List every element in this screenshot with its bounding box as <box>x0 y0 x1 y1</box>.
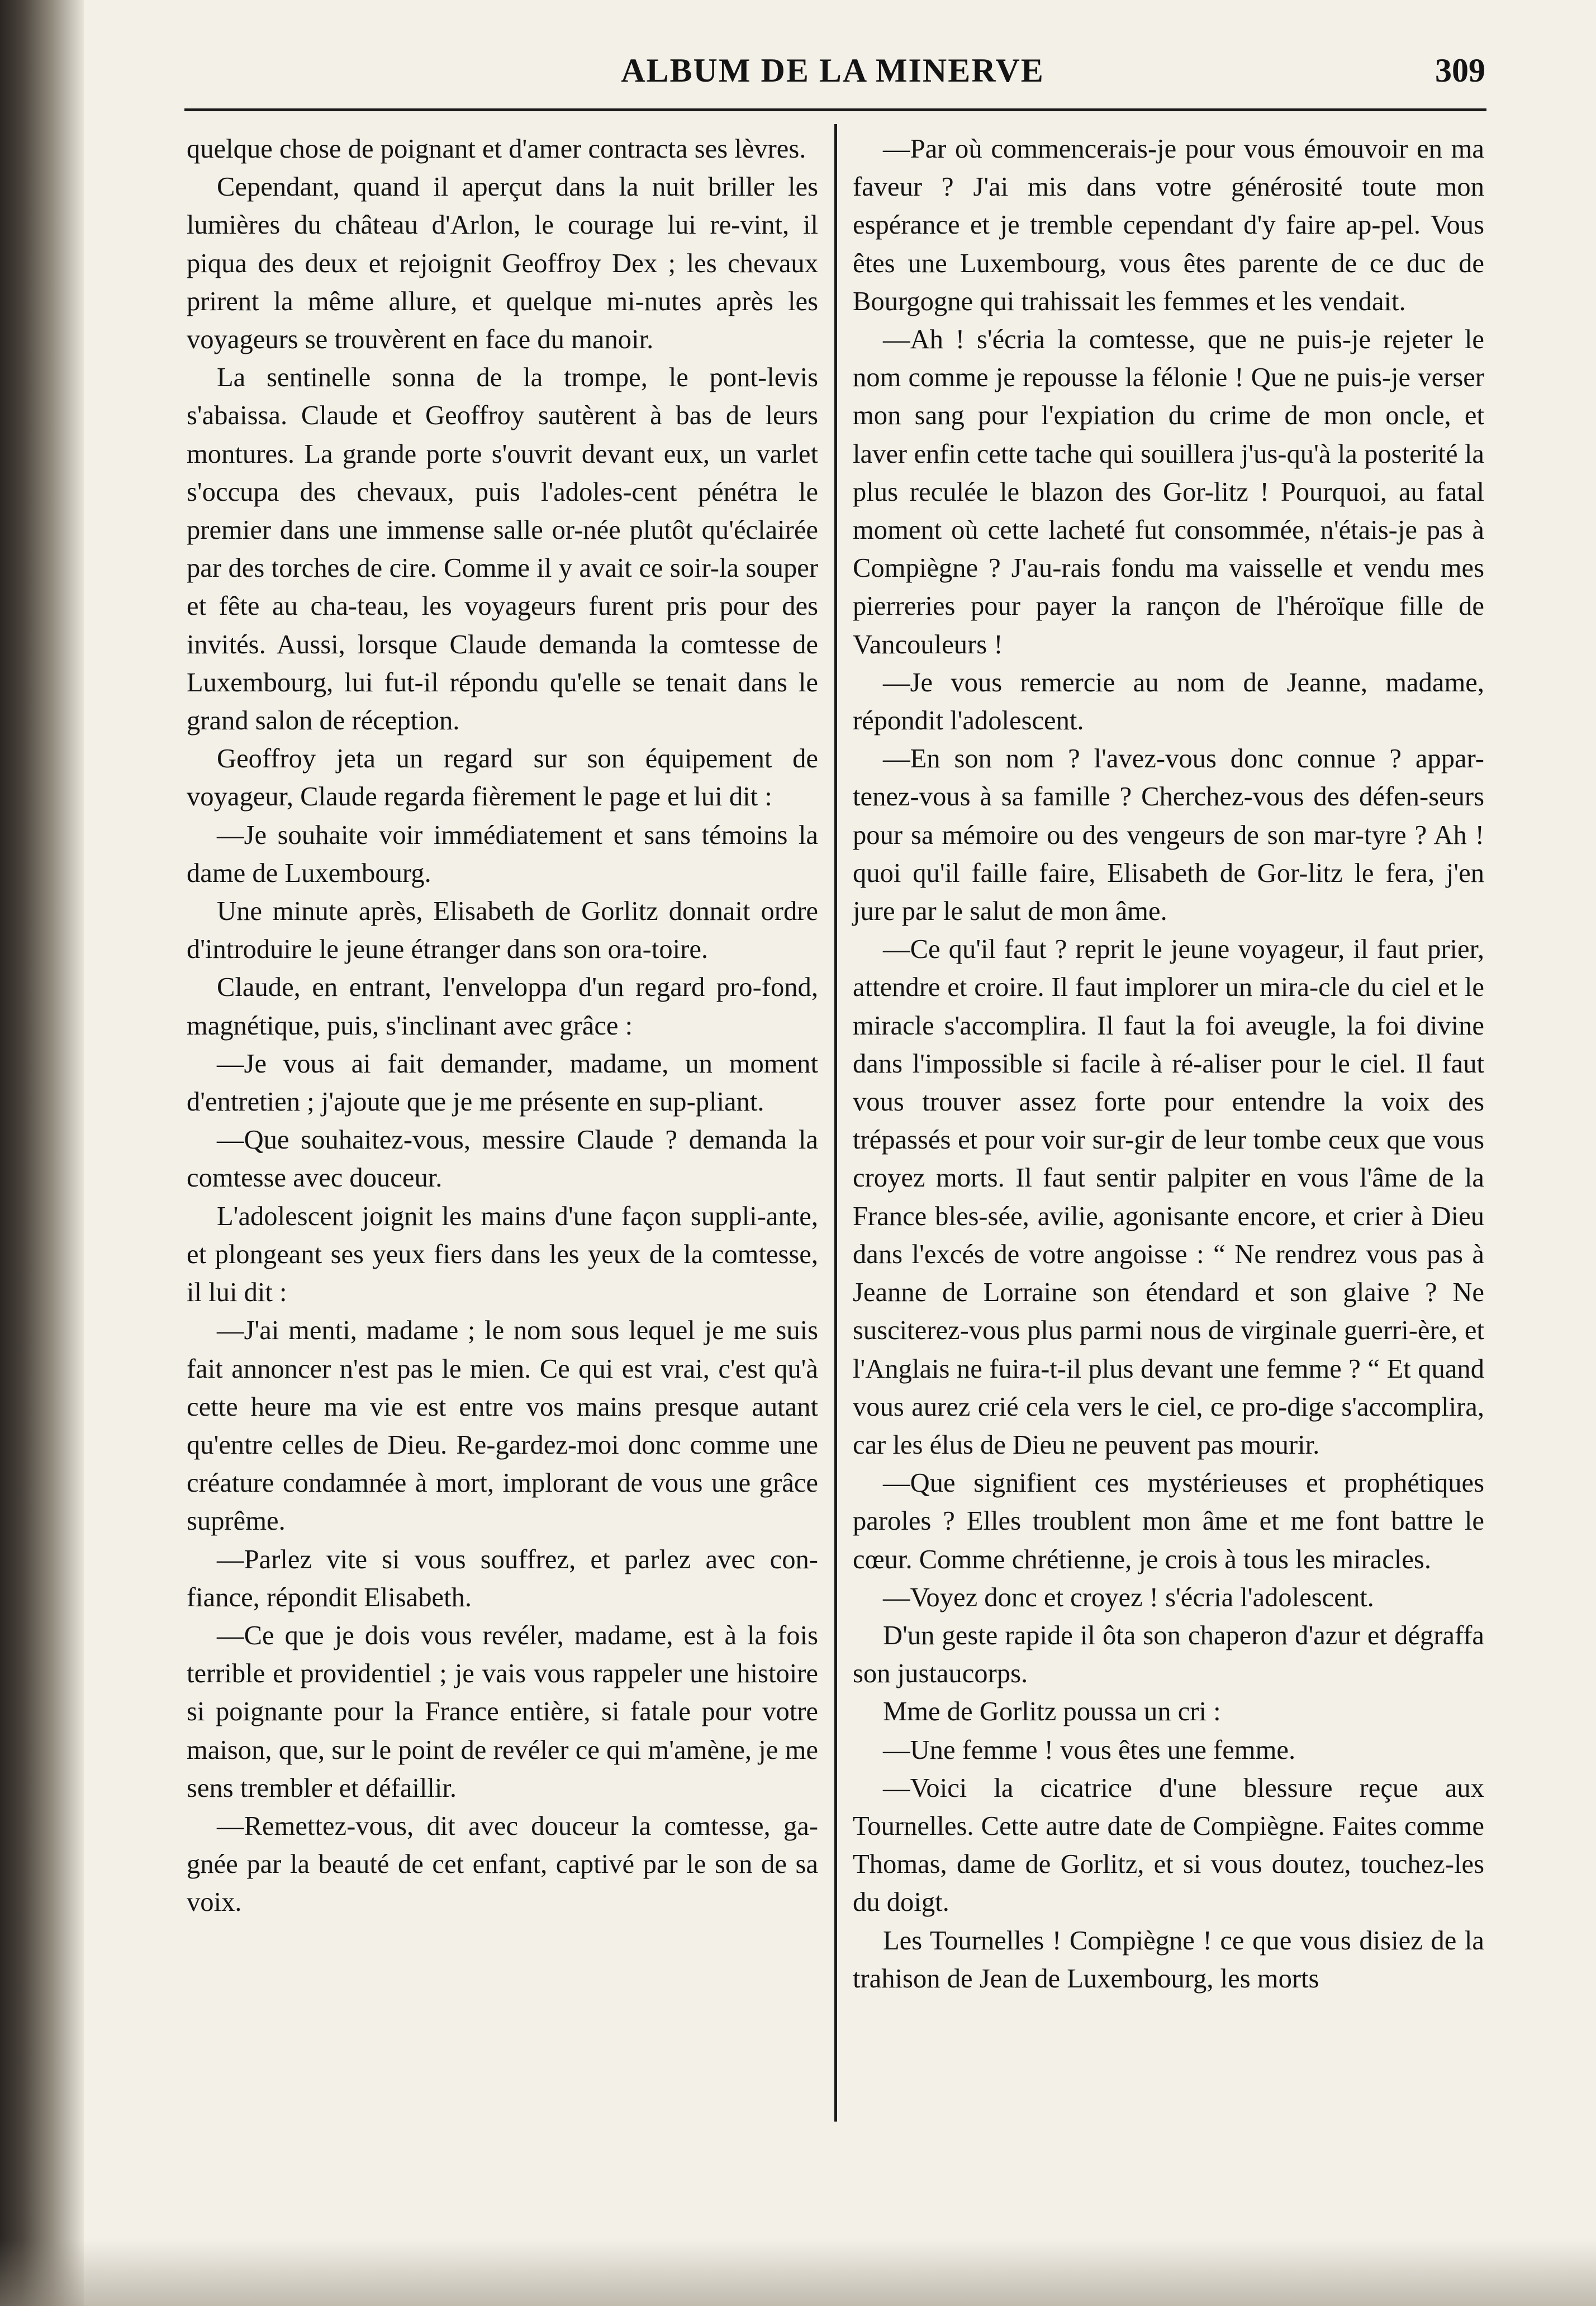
paragraph: Cependant, quand il aperçut dans la nuit briller les lumières du château d'Arlon, le courage lui re-vint, il piqua des deux et rejoignit Geoffroy Dex ; les chevaux prirent la même allure, et quelque mi-nutes après les voyageurs se trouvèrent en face du manoir. <box>187 172 818 355</box>
paragraph: Claude, en entrant, l'enveloppa d'un regard pro-fond, magnétique, puis, s'inclinant avec grâce : <box>187 972 818 1041</box>
page-number: 309 <box>1435 52 1485 89</box>
paragraph: D'un geste rapide il ôta son chaperon d'azur et dégraffa son justaucorps. <box>853 1620 1484 1689</box>
paragraph: —Ah ! s'écria la comtesse, que ne puis-je rejeter le nom comme je repousse la félonie ! Que ne puis-je verser mon sang pour l'expiation du crime de mon oncle, et laver enfin cette tache qui souillera j'us-qu'à la posterité la plus reculée le blazon des Gor-litz ! Pourquoi, au fatal moment où cette lacheté fut consommée, n'étais-je pas à Compiègne ? J'au-rais fondu ma vaisselle et vendu mes pierreries pour payer la rançon de l'héroïque fille de Vancouleurs ! <box>853 324 1484 659</box>
left-column <box>187 130 818 1921</box>
paragraph: —J'ai menti, madame ; le nom sous lequel je me suis fait annoncer n'est pas le mien. Ce qui est vrai, c'est qu'à cette heure ma vie est entre vos mains presque autant qu'entre celles de Dieu. Re-gardez-moi donc comme une créature condamnée à mort, implorant de vous une grâce suprême. <box>187 1315 818 1536</box>
paragraph: —Je souhaite voir immédiatement et sans témoins la dame de Luxembourg. <box>187 819 818 888</box>
paragraph: —En son nom ? l'avez-vous donc connue ? appar-tenez-vous à sa famille ? Cherchez-vous des défen-seurs pour sa mémoire ou des vengeurs de son mar-tyre ? Ah ! quoi qu'il faille faire, Elisabeth de Gor-litz le fera, j'en jure par le salut de mon âme. <box>853 743 1484 927</box>
paragraph: —Voici la cicatrice d'une blessure reçue aux Tournelles. Cette autre date de Compiègne. Faites comme Thomas, dame de Gorlitz, et si vous doutez, touchez-les du doigt. <box>853 1772 1484 1918</box>
paragraph: —Je vous ai fait demander, madame, un moment d'entretien ; j'ajoute que je me présente en sup-pliant. <box>187 1048 818 1117</box>
paragraph: —Je vous remercie au nom de Jeanne, madame, répondit l'adolescent. <box>853 667 1484 736</box>
running-header <box>184 51 1485 107</box>
paragraph: —Que souhaitez-vous, messire Claude ? demanda la comtesse avec douceur. <box>187 1124 818 1193</box>
header-title: ALBUM DE LA MINERVE <box>621 52 1044 89</box>
paragraph: —Une femme ! vous êtes une femme. <box>883 1734 1296 1765</box>
column-divider <box>834 124 837 2122</box>
binding-shadow <box>0 0 84 2306</box>
paragraph: —Ce que je dois vous revéler, madame, est à la fois terrible et providentiel ; je vais vous rappeler une histoire si poignante pour la France entière, si fatale pour votre maison, que, sur le point de revéler ce qui m'amène, je me sens trembler et défaillir. <box>187 1620 818 1803</box>
paragraph: —Remettez-vous, dit avec douceur la comtesse, ga-gnée par la beauté de cet enfant, captivé par le son de sa voix. <box>187 1810 818 1918</box>
paragraph: —Par où commencerais-je pour vous émouvoir en ma faveur ? J'ai mis dans votre générosité toute mon espérance et je tremble cependant d'y faire ap-pel. Vous êtes une Luxembourg, vous êtes parente de ce duc de Bourgogne qui trahissait les femmes et les vendait. <box>853 134 1484 316</box>
paragraph: quelque chose de poignant et d'amer contracta ses lèvres. <box>187 134 806 164</box>
paragraph: L'adolescent joignit les mains d'une façon suppli-ante, et plongeant ses yeux fiers dans les yeux de la comtesse, il lui dit : <box>187 1201 818 1308</box>
paragraph: La sentinelle sonna de la trompe, le pont-levis s'abaissa. Claude et Geoffroy sautèrent à bas de leurs montures. La grande porte s'ouvrit devant eux, un varlet s'occupa des chevaux, puis l'adoles-cent pénétra le premier dans une immense salle or-née plutôt qu'éclairée par des torches de cire. Comme il y avait ce soir-la souper et fête au cha-teau, les voyageurs furent pris pour des invités. Aussi, lorsque Claude demanda la comtesse de Luxembourg, lui fut-il répondu qu'elle se tenait dans le grand salon de réception. <box>187 362 818 736</box>
right-column <box>853 130 1484 1997</box>
paragraph: Mme de Gorlitz poussa un cri : <box>883 1696 1221 1727</box>
page-edge-shadow <box>0 2239 1596 2306</box>
paragraph: —Ce qu'il faut ? reprit le jeune voyageur, il faut prier, attendre et croire. Il faut implorer un mira-cle du ciel et le miracle s'accomplira. Il faut la foi aveugle, la foi divine dans l'impossible si facile à ré-aliser pour le ciel. Il faut vous trouver assez forte pour entendre la voix des trépassés et pour voir sur-gir de leur tombe ceux que vous croyez morts. Il faut sentir palpiter en vous l'âme de la France bles-sée, avilie, agonisante encore, et crier à Dieu dans l'excés de votre angoisse : “ Ne rendrez vous pas à Jeanne de Lorraine son étendard et son glaive ? Ne susciterez-vous plus parmi nous de virginale guerri-ère, et l'Anglais ne fuira-t-il plus devant une femme ? “ Et quand vous aurez crié cela vers le ciel, ce pro-dige s'accomplira, car les élus de Dieu ne peuvent pas mourir. <box>853 934 1484 1460</box>
header-rule <box>184 108 1486 111</box>
paragraph: —Que signifient ces mystérieuses et prophétiques paroles ? Elles troublent mon âme et me font battre le cœur. Comme chrétienne, je crois à tous les miracles. <box>853 1468 1484 1574</box>
paragraph: —Voyez donc et croyez ! s'écria l'adolescent. <box>883 1582 1374 1612</box>
paragraph: —Parlez vite si vous souffrez, et parlez avec con-fiance, répondit Elisabeth. <box>187 1544 818 1612</box>
paragraph: Geoffroy jeta un regard sur son équipement de voyageur, Claude regarda fièrement le page et lui dit : <box>187 743 818 812</box>
paragraph: Une minute après, Elisabeth de Gorlitz donnait ordre d'introduire le jeune étranger dans son ora-toire. <box>187 896 818 965</box>
paragraph: Les Tournelles ! Compiègne ! ce que vous disiez de la trahison de Jean de Luxembourg, les morts <box>853 1925 1484 1994</box>
